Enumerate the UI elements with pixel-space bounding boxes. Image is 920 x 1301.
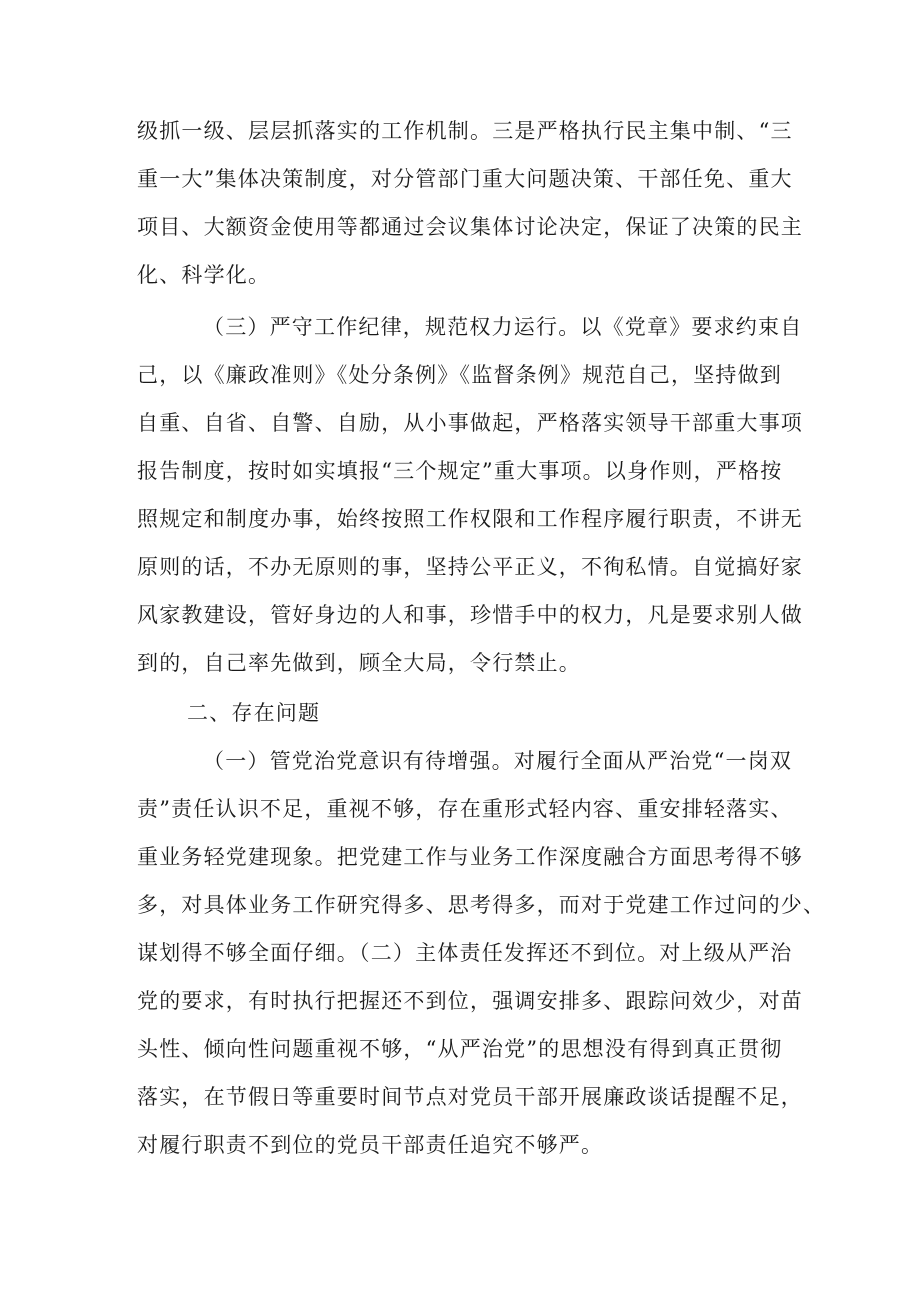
paragraph-line: （三）严守工作纪律，规范权力运行。以《党章》要求约束自	[203, 315, 803, 339]
section-heading: 二、存在问题	[187, 701, 321, 725]
paragraph-line: 报告制度，按时如实填报“三个规定”重大事项。以身作则，严格按	[137, 459, 783, 483]
paragraph-line: 级抓一级、层层抓落实的工作机制。三是严格执行民主集中制、“三	[137, 119, 793, 143]
paragraph-line: 化、科学化。	[137, 263, 271, 287]
paragraph-line: 责”责任认识不足，重视不够，存在重形式轻内容、重安排轻落实、	[137, 797, 793, 821]
paragraph-line: 重业务轻党建现象。把党建工作与业务工作深度融合方面思考得不够	[137, 845, 803, 869]
paragraph-line: 多，对具体业务工作研究得多、思考得多，而对于党建工作过问的少、	[137, 893, 826, 917]
paragraph-line: 重一大”集体决策制度，对分管部门重大问题决策、干部任免、重大	[137, 167, 793, 191]
paragraph-line: 谋划得不够全面仔细。（二）主体责任发挥还不到位。对上级从严治	[137, 941, 793, 965]
paragraph-line: 己，以《廉政准则》《处分条例》《监督条例》规范自己，坚持做到	[137, 363, 782, 387]
paragraph-line: 自重、自省、自警、自励，从小事做起，严格落实领导干部重大事项	[137, 411, 803, 435]
paragraph-line: 对履行职责不到位的党员干部责任追究不够严。	[137, 1133, 604, 1157]
paragraph-line: 落实，在节假日等重要时间节点对党员干部开展廉政谈话提醒不足，	[137, 1085, 803, 1109]
paragraph-line: 原则的话，不办无原则的事，坚持公平正义，不徇私情。自觉搞好家	[137, 555, 803, 579]
paragraph-line: 头性、倾向性问题重视不够，“从严治党”的思想没有得到真正贯彻	[137, 1037, 783, 1061]
paragraph-line: 项目、大额资金使用等都通过会议集体讨论决定，保证了决策的民主	[137, 215, 803, 239]
paragraph-line: 党的要求，有时执行把握还不到位，强调安排多、跟踪问效少，对苗	[137, 989, 803, 1013]
paragraph-line: （一）管党治党意识有待增强。对履行全面从严治党“一岗双	[203, 749, 793, 773]
paragraph-line: 照规定和制度办事，始终按照工作权限和工作程序履行职责，不讲无	[137, 507, 803, 531]
paragraph-line: 到的，自己率先做到，顾全大局，令行禁止。	[137, 651, 581, 675]
paragraph-line: 风家教建设，管好身边的人和事，珍惜手中的权力，凡是要求别人做	[137, 603, 803, 627]
